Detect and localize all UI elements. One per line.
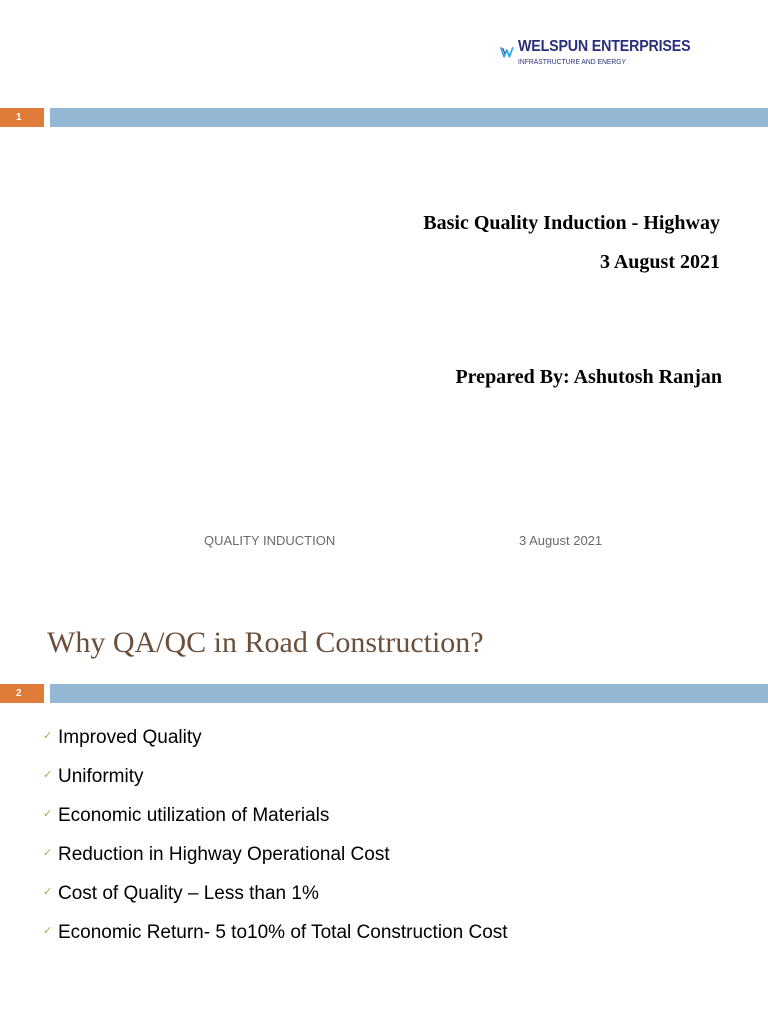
bullet-list	[43, 727, 508, 961]
presentation-date: 3 August 2021	[599, 251, 720, 273]
welspun-w-icon	[500, 32, 514, 72]
footer-title: QUALITY INDUCTION	[204, 533, 336, 548]
logo-name: WELSPUN ENTERPRISES	[517, 38, 691, 55]
check-icon: ✓	[43, 808, 53, 820]
prepared-by: Prepared By: Ashutosh Ranjan	[455, 366, 722, 388]
logo-tagline: INFRASTRUCTURE AND ENERGY	[517, 56, 626, 66]
check-icon: ✓	[43, 847, 53, 859]
presentation-title: Basic Quality Induction - Highway	[423, 212, 720, 234]
slide-title: Why QA/QC in Road Construction?	[47, 626, 484, 659]
list-item: ✓ Economic utilization of Materials	[43, 805, 330, 826]
slide-number: 1	[0, 108, 44, 127]
check-icon: ✓	[43, 769, 53, 781]
list-item: ✓ Cost of Quality – Less than 1%	[43, 883, 319, 904]
check-icon: ✓	[43, 925, 53, 937]
check-icon: ✓	[43, 730, 53, 742]
header-blue-bar	[50, 684, 768, 703]
list-item: ✓ Uniformity	[43, 766, 144, 787]
slide-header-bar	[0, 684, 768, 703]
footer-date: 3 August 2021	[519, 533, 603, 548]
list-item: ✓ Reduction in Highway Operational Cost	[43, 844, 390, 865]
list-item: ✓ Improved Quality	[43, 727, 202, 748]
check-icon: ✓	[43, 886, 53, 898]
slide-2	[0, 576, 768, 1024]
slide-number: 2	[0, 684, 44, 703]
header-blue-bar	[50, 108, 768, 127]
slide-header-bar	[0, 108, 768, 127]
welspun-logo	[500, 28, 705, 76]
list-item: ✓ Economic Return- 5 to10% of Total Construction Cost	[43, 922, 508, 943]
